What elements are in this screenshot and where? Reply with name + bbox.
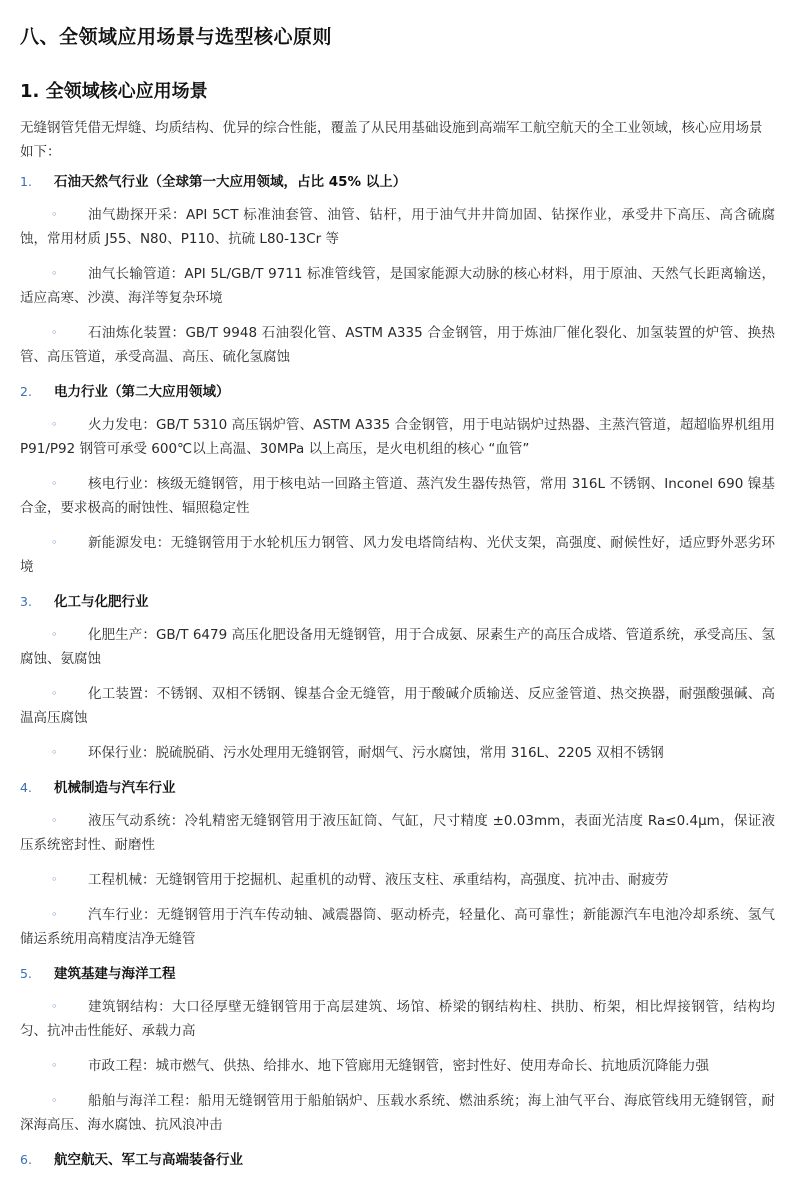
section-number: 4. xyxy=(20,780,32,795)
bullet-icon: ◦ xyxy=(51,908,58,921)
section-header xyxy=(20,962,775,986)
bullet-icon: ◦ xyxy=(51,208,58,221)
list-item xyxy=(20,203,775,251)
list-item-text: 石油炼化装置：GB/T 9948 石油裂化管、ASTM A335 合金钢管，用于炼油厂催化裂化、加氢装置的炉管、换热管、高压管道，承受高温、高压、硫化氢腐蚀 xyxy=(20,325,775,365)
list-item xyxy=(20,321,775,369)
list-item xyxy=(20,682,775,730)
list-section xyxy=(20,1148,775,1172)
list-item xyxy=(20,1089,775,1137)
list-section xyxy=(20,962,775,1137)
list-item xyxy=(20,809,775,857)
list-item-text: 化工装置：不锈钢、双相不锈钢、镍基合金无缝管，用于酸碱介质输送、反应釜管道、热交换器，耐强酸强碱、高温高压腐蚀 xyxy=(20,686,775,726)
bullet-icon: ◦ xyxy=(51,267,58,280)
bullet-icon: ◦ xyxy=(51,628,58,641)
list-section xyxy=(20,380,775,579)
section-title: 电力行业（第二大应用领域） xyxy=(54,384,230,400)
list-item-text: 化肥生产：GB/T 6479 高压化肥设备用无缝钢管，用于合成氨、尿素生产的高压合成塔、管道系统，承受高压、氢腐蚀、氨腐蚀 xyxy=(20,627,775,667)
section-number: 1. xyxy=(20,174,32,189)
list-item-text: 液压气动系统：冷轧精密无缝钢管用于液压缸筒、气缸，尺寸精度 ±0.03mm，表面光洁度 Ra≤0.4μm，保证液压系统密封性、耐磨性 xyxy=(20,813,775,853)
list-item xyxy=(20,741,775,765)
list-item-text: 市政工程：城市燃气、供热、给排水、地下管廊用无缝钢管，密封性好、使用寿命长、抗地质沉降能力强 xyxy=(88,1058,709,1074)
list-item-text: 火力发电：GB/T 5310 高压锅炉管、ASTM A335 合金钢管，用于电站锅炉过热器、主蒸汽管道，超超临界机组用 P91/P92 钢管可承受 600℃以上高温、30MPa 以上高压，是火电机组的核心 “血管” xyxy=(20,417,775,457)
list-item xyxy=(20,903,775,951)
section-title: 航空航天、军工与高端装备行业 xyxy=(54,1152,243,1168)
list-item-text: 汽车行业：无缝钢管用于汽车传动轴、减震器筒、驱动桥壳，轻量化、高可靠性；新能源汽车电池冷却系统、氢气储运系统用高精度洁净无缝管 xyxy=(20,907,775,947)
list-item-text: 船舶与海洋工程：船用无缝钢管用于船舶锅炉、压载水系统、燃油系统；海上油气平台、海底管线用无缝钢管，耐深海高压、海水腐蚀、抗风浪冲击 xyxy=(20,1093,775,1133)
list-item xyxy=(20,413,775,461)
list-item xyxy=(20,472,775,520)
bullet-icon: ◦ xyxy=(51,1094,58,1107)
list-item xyxy=(20,531,775,579)
list-item-text: 油气长输管道：API 5L/GB/T 9711 标准管线管，是国家能源大动脉的核心材料，用于原油、天然气长距离输送，适应高寒、沙漠、海洋等复杂环境 xyxy=(20,266,775,306)
bullet-icon: ◦ xyxy=(51,873,58,886)
section-number: 5. xyxy=(20,966,32,981)
list-item-text: 新能源发电：无缝钢管用于水轮机压力钢管、风力发电塔筒结构、光伏支架，高强度、耐候性好，适应野外恶劣环境 xyxy=(20,535,775,575)
application-list xyxy=(20,170,775,1178)
list-item-text: 核电行业：核级无缝钢管，用于核电站一回路主管道、蒸汽发生器传热管，常用 316L 不锈钢、Inconel 690 镍基合金，要求极高的耐蚀性、辐照稳定性 xyxy=(20,476,775,516)
list-item-text: 工程机械：无缝钢管用于挖掘机、起重机的动臂、液压支柱、承重结构，高强度、抗冲击、耐疲劳 xyxy=(88,872,669,888)
section-title: 建筑基建与海洋工程 xyxy=(54,966,176,982)
list-section xyxy=(20,776,775,951)
bullet-icon: ◦ xyxy=(51,814,58,827)
bullet-icon: ◦ xyxy=(51,1059,58,1072)
section-number: 2. xyxy=(20,384,32,399)
section-header xyxy=(20,170,775,194)
bullet-icon: ◦ xyxy=(51,1000,58,1013)
list-item-text: 环保行业：脱硫脱硝、污水处理用无缝钢管，耐烟气、污水腐蚀，常用 316L、2205 双相不锈钢 xyxy=(88,745,664,761)
section-header xyxy=(20,380,775,404)
section-title: 化工与化肥行业 xyxy=(54,594,149,610)
bullet-icon: ◦ xyxy=(51,536,58,549)
bullet-icon: ◦ xyxy=(51,418,58,431)
subsection-heading: 1. 全领域核心应用场景 xyxy=(20,81,208,102)
bullet-icon: ◦ xyxy=(51,687,58,700)
section-header xyxy=(20,776,775,800)
list-item-text: 建筑钢结构：大口径厚壁无缝钢管用于高层建筑、场馆、桥梁的钢结构柱、拱肋、桁架，相比焊接钢管，结构均匀、抗冲击性能好、承载力高 xyxy=(20,999,775,1039)
bullet-icon: ◦ xyxy=(51,746,58,759)
bullet-icon: ◦ xyxy=(51,477,58,490)
list-item xyxy=(20,262,775,310)
list-item xyxy=(20,1054,775,1078)
list-item xyxy=(20,868,775,892)
list-section xyxy=(20,590,775,765)
list-item xyxy=(20,623,775,671)
section-number: 6. xyxy=(20,1152,32,1167)
list-item xyxy=(20,995,775,1043)
section-title: 机械制造与汽车行业 xyxy=(54,780,176,796)
bullet-icon: ◦ xyxy=(51,326,58,339)
section-title: 石油天然气行业（全球第一大应用领域，占比 45% 以上） xyxy=(54,174,407,190)
section-header xyxy=(20,1148,775,1172)
section-header xyxy=(20,590,775,614)
intro-paragraph: 无缝钢管凭借无焊缝、均质结构、优异的综合性能，覆盖了从民用基础设施到高端军工航空航天的全工业领域，核心应用场景如下： xyxy=(20,120,763,160)
list-section xyxy=(20,170,775,369)
section-number: 3. xyxy=(20,594,32,609)
section-heading: 八、全领域应用场景与选型核心原则 xyxy=(20,26,333,48)
list-item-text: 油气勘探开采：API 5CT 标准油套管、油管、钻杆，用于油气井井筒加固、钻探作业，承受井下高压、高含硫腐蚀，常用材质 J55、N80、P110、抗硫 L80-13Cr 等 xyxy=(20,207,775,247)
